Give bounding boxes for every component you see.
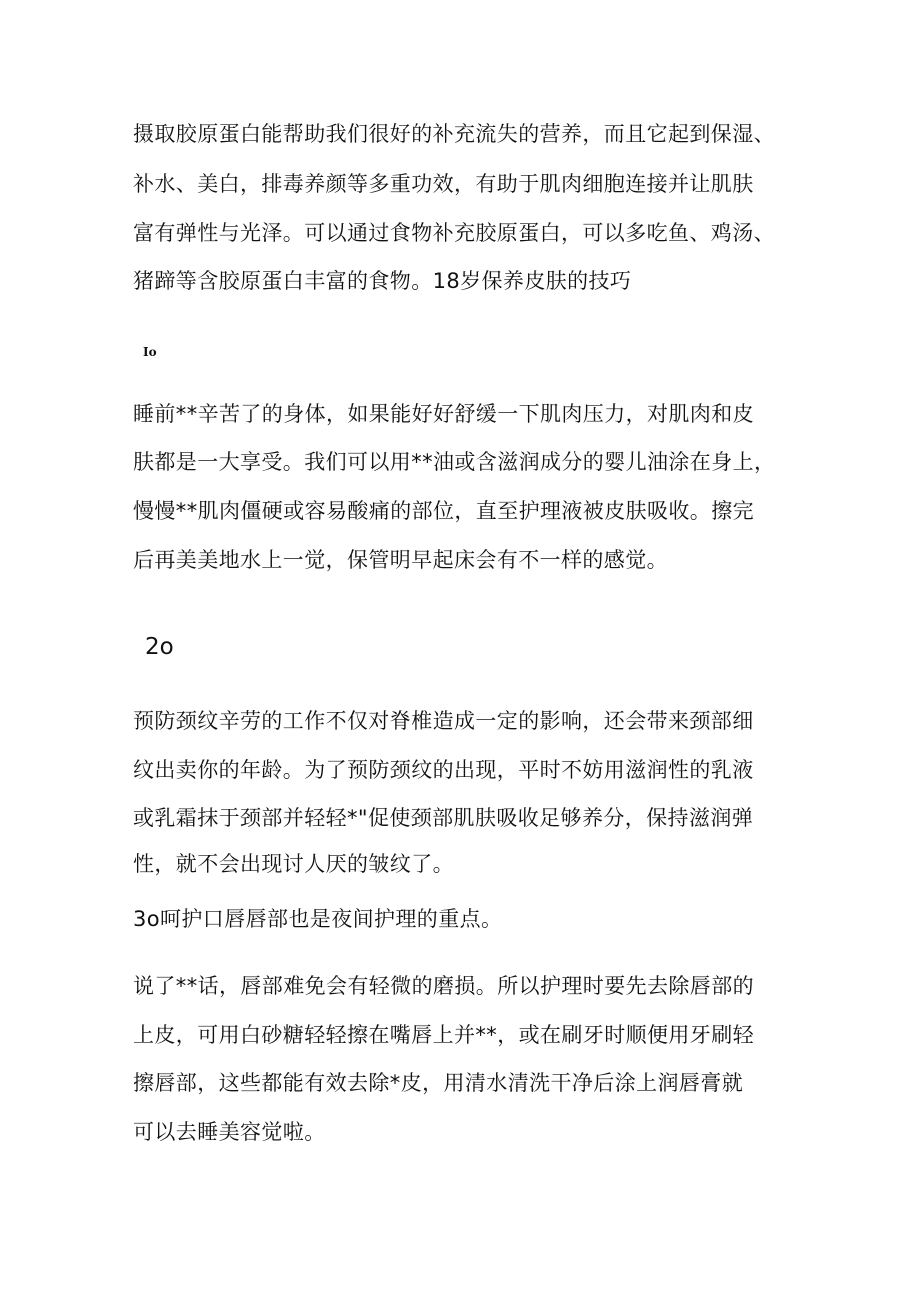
text-line: 慢慢**肌肉僵硬或容易酸痛的部位，直至护理液被皮肤吸收。擦完 [133, 499, 754, 523]
text-line: 上皮，可用白砂糖轻轻擦在嘴唇上并**，或在刷牙时顺便用牙刷轻 [133, 1023, 754, 1047]
text-line: 猪蹄等含胶原蛋白丰富的食物。18岁保养皮肤的技巧 [133, 269, 632, 293]
section-marker-2: 2o [145, 634, 174, 660]
text-line: 预防颈纹辛劳的工作不仅对脊椎造成一定的影响，还会带来颈部细 [133, 709, 754, 733]
text-line: 可以去睡美容觉啦。 [133, 1120, 326, 1144]
text-line: 或乳霜抹于颈部并轻轻*"促使颈部肌肤吸收足够养分，保持滋润弹 [133, 806, 754, 830]
text-line: 睡前**辛苦了的身体，如果能好好舒缓一下肌肉压力，对肌肉和皮 [133, 402, 754, 426]
text-line: 性，就不会出现讨人厌的皱纹了。 [133, 852, 454, 876]
text-line: 说了**话，唇部难免会有轻微的磨损。所以护理时要先去除唇部的 [133, 974, 754, 998]
text-line: 擦唇部，这些都能有效去除*皮，用清水清洗干净后涂上润唇膏就 [133, 1071, 744, 1095]
section-marker-1: Io [143, 345, 157, 359]
text-line: 富有弹性与光泽。可以通过食物补充胶原蛋白，可以多吃鱼、鸡汤、 [133, 221, 775, 245]
text-line: 后再美美地水上一觉，保管明早起床会有不一样的感觉。 [133, 548, 668, 572]
text-line: 肤都是一大享受。我们可以用**油或含滋润成分的婴儿油涂在身上， [133, 450, 776, 474]
section-heading-lips: 3o呵护口唇唇部也是夜间护理的重点。 [133, 907, 503, 931]
text-line: 纹出卖你的年龄。为了预防颈纹的出现，平时不妨用滋润性的乳液 [133, 758, 754, 782]
text-line: 补水、美白，排毒养颜等多重功效，有助于肌肉细胞连接并让肌肤 [133, 172, 754, 196]
text-line: 摄取胶原蛋白能帮助我们很好的补充流失的营养，而且它起到保湿、 [133, 122, 775, 146]
